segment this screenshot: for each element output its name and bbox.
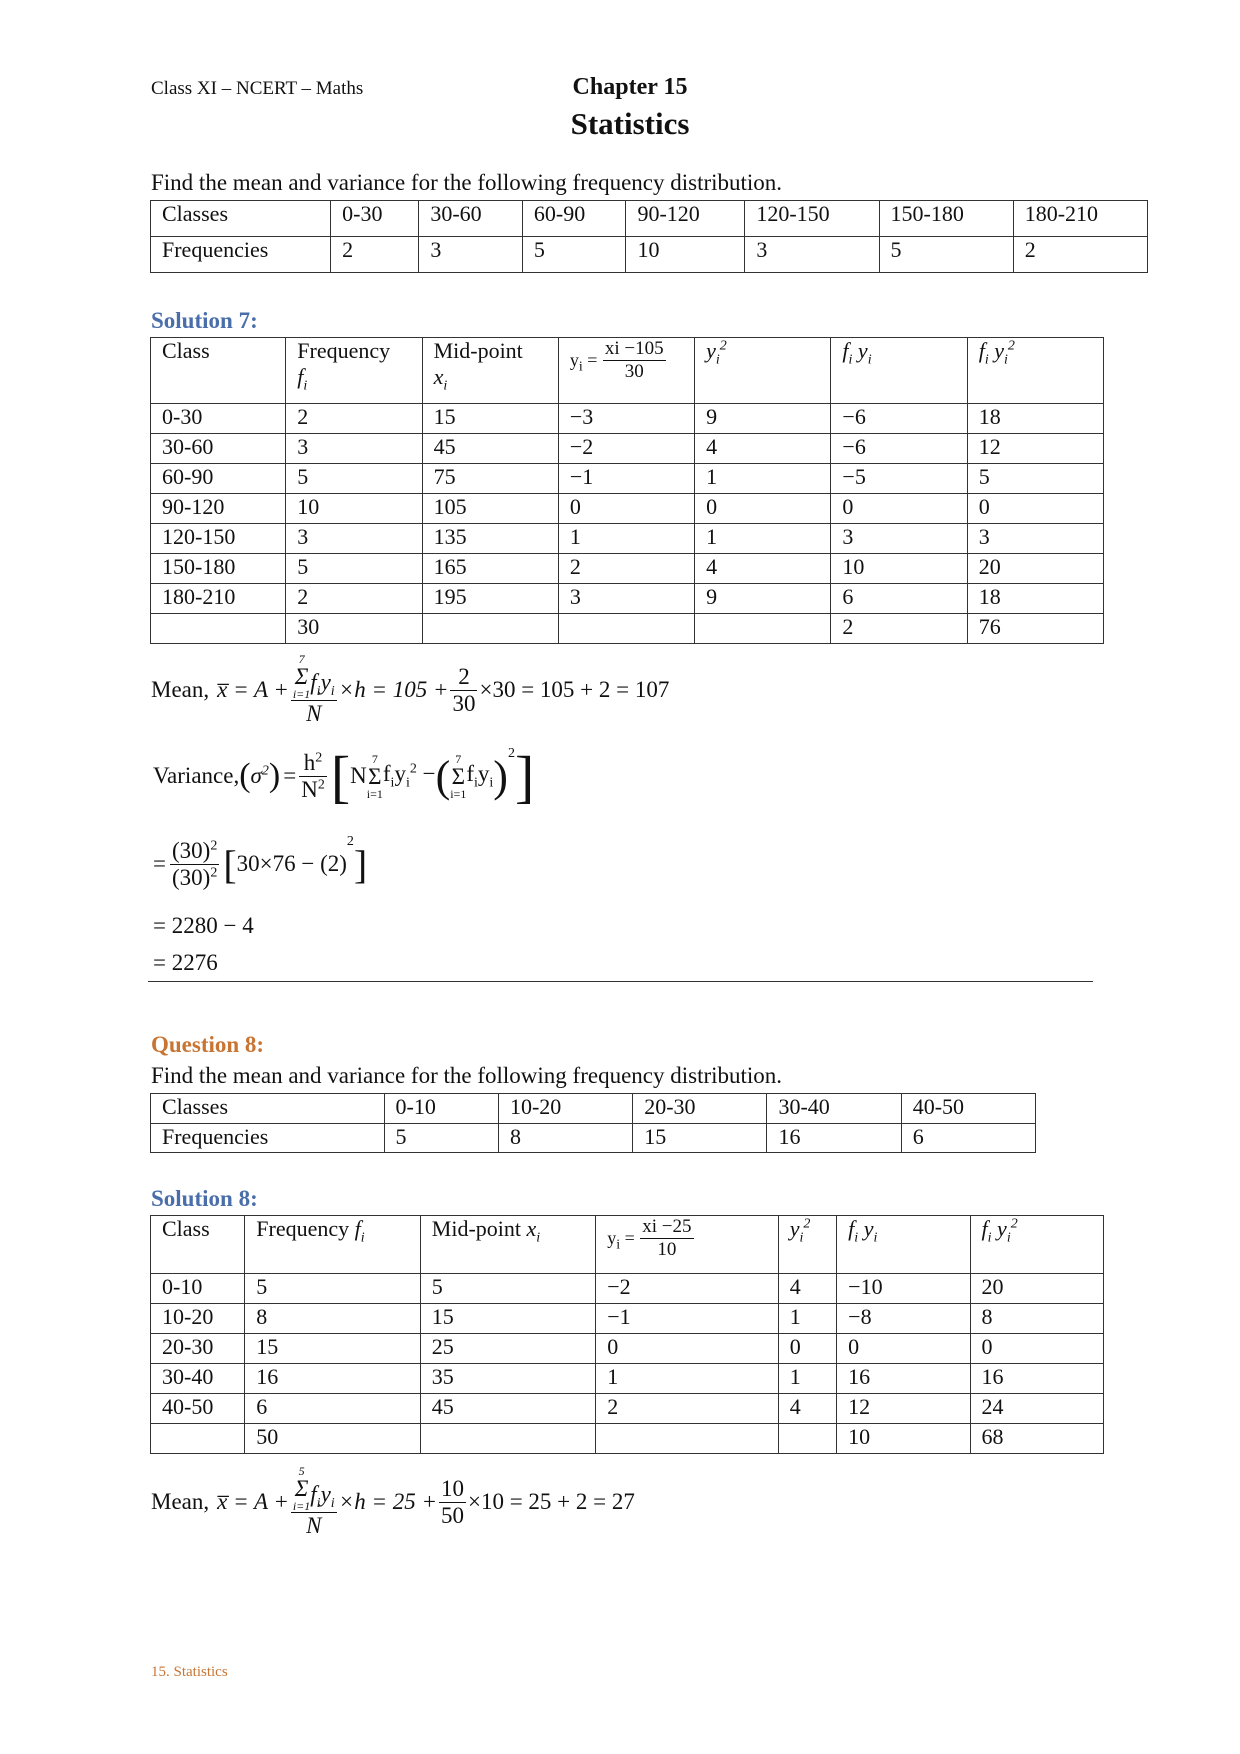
table-cell: 18	[967, 404, 1103, 434]
table-header-row	[151, 1216, 1104, 1274]
table-cell: 9	[695, 404, 831, 434]
table-cell: 2	[831, 614, 967, 644]
header-frequency-label: Frequency	[256, 1216, 350, 1241]
table-cell: 35	[420, 1364, 595, 1394]
mean-formula-8: Mean, x̅ = A + 5 Σ i=1 $f_iy_i$ N ×h = 25 + $\frac{10}{50}$ ×10 = 25 + 2 = 27	[151, 1464, 635, 1538]
sum-upper-limit: 7	[298, 652, 305, 666]
var-sum2-upper: 7	[455, 751, 462, 766]
y-formula-denominator: 30	[624, 361, 644, 382]
var-sum2-lower: i=1	[450, 786, 467, 801]
variance-step-3: = 2276	[153, 950, 218, 975]
var-sum-upper: 7	[371, 751, 378, 766]
table-cell: 0	[831, 494, 967, 524]
table-cell: 20	[967, 554, 1103, 584]
table-cell: 30	[286, 614, 422, 644]
var-sum-lower: i=1	[366, 786, 383, 801]
table-cell: 180-210	[151, 584, 286, 614]
table-cell: −6	[831, 404, 967, 434]
table-cell: −5	[831, 464, 967, 494]
table-cell	[420, 1424, 595, 1454]
table-cell: 15	[422, 404, 558, 434]
y-formula-numerator: xi −105	[604, 338, 664, 359]
table-cell: −8	[837, 1304, 970, 1334]
table-cell: 10	[286, 494, 422, 524]
table-cell	[695, 614, 831, 644]
header-f-y: $f_i$ $y_i$	[837, 1216, 970, 1274]
table-cell: 90-120	[626, 201, 745, 237]
table-cell: 60-90	[522, 201, 626, 237]
f-i-symbol: $f_i$	[354, 1216, 365, 1246]
table-cell: 2	[286, 584, 422, 614]
mean-rest: ×h = 25 +	[338, 1489, 437, 1514]
y-formula-denominator: 10	[657, 1239, 677, 1260]
table-cell: 9	[695, 584, 831, 614]
table-cell: 5	[286, 554, 422, 584]
table-cell: 0	[558, 494, 694, 524]
table-cell: 4	[778, 1394, 836, 1424]
table-row	[151, 524, 1104, 554]
table-cell: 16	[767, 1123, 901, 1153]
solution-7-heading: Solution 7:	[151, 308, 258, 333]
table-cell: 12	[967, 434, 1103, 464]
table-cell: 68	[970, 1424, 1103, 1454]
table-cell: Frequencies	[151, 1123, 385, 1153]
table-cell: −1	[558, 464, 694, 494]
table-cell: 5	[245, 1274, 420, 1304]
table-cell: 18	[967, 584, 1103, 614]
table-cell: 16	[245, 1364, 420, 1394]
table-cell: 45	[422, 434, 558, 464]
mean-label: Mean,	[151, 677, 210, 702]
table-cell: 0	[778, 1334, 836, 1364]
f-i-symbol: $f_i$	[297, 364, 308, 394]
q7-table	[150, 200, 1148, 273]
header-subject: Class XI – NCERT – Maths	[151, 78, 364, 99]
header-midpoint	[420, 1216, 595, 1274]
table-row	[151, 554, 1104, 584]
y-formula-numerator: xi −25	[642, 1216, 692, 1237]
table-cell: −3	[558, 404, 694, 434]
table-row	[151, 1394, 1104, 1424]
table-cell: 2	[331, 237, 419, 273]
variance-step-2: = 2280 − 4	[153, 913, 254, 938]
table-cell: 90-120	[151, 494, 286, 524]
table-row	[151, 464, 1104, 494]
table-cell: 1	[558, 524, 694, 554]
table-cell: 0	[970, 1334, 1103, 1364]
table-cell: 15	[420, 1304, 595, 1334]
table-cell: −10	[837, 1274, 970, 1304]
table-row	[151, 1094, 1036, 1124]
question-8-heading: Question 8:	[151, 1032, 265, 1057]
header-y-squared: $y_i^2$	[778, 1216, 836, 1274]
totals-row	[151, 614, 1104, 644]
header-y-formula: $y_i$ = $\frac{xi -105}{30}$	[558, 338, 694, 404]
mean-frac-num: 10	[440, 1475, 464, 1501]
mean-result: ×10 = 25 + 2 = 27	[467, 1489, 635, 1514]
table-cell: 0-10	[384, 1094, 498, 1124]
table-cell: Classes	[151, 201, 331, 237]
sum-lower-limit: i=1	[292, 687, 311, 701]
variance-formula: Variance, ( $\sigma^2$ ) = $\frac{h^2}{N^2}$ [ N 7 Σ i=1 $f_iy_i^2$ − ( 7 Σ i=1 $f_iy_i$ ) $^2$ ]	[153, 743, 535, 809]
mean-frac-den: 50	[440, 1502, 464, 1528]
table-cell: 20-30	[633, 1094, 767, 1124]
table-cell: 2	[558, 554, 694, 584]
table-cell: 0	[967, 494, 1103, 524]
table-cell: 45	[420, 1394, 595, 1424]
table-cell: 2	[1013, 237, 1147, 273]
table-cell	[151, 1424, 245, 1454]
q8-prompt: Find the mean and variance for the following frequency distribution.	[151, 1063, 783, 1088]
mean-formula-7: Mean, x̅ = A + 7 Σ i=1 $f_iy_i$ N ×h = 105 + $\frac{2}{30}$ ×30 = 105 + 2 = 107	[151, 652, 670, 726]
table-cell: 5	[522, 237, 626, 273]
mean-frac-den: 30	[452, 690, 476, 716]
chapter-label: Chapter 15	[572, 74, 688, 100]
table-cell: 135	[422, 524, 558, 554]
table-cell	[422, 614, 558, 644]
header-y-squared: $y_i^2$	[695, 338, 831, 404]
header-class: Class	[151, 1216, 245, 1274]
table-cell: 30-60	[151, 434, 286, 464]
table-cell: 1	[695, 464, 831, 494]
section-divider	[148, 981, 1093, 982]
q7-prompt: Find the mean and variance for the following frequency distribution.	[151, 170, 783, 195]
table-cell: 5	[967, 464, 1103, 494]
table-cell: 8	[245, 1304, 420, 1334]
table-cell: 5	[420, 1274, 595, 1304]
step1-numerator: (30)	[171, 837, 211, 863]
table-cell: 40-50	[151, 1394, 245, 1424]
table-cell: 0-10	[151, 1274, 245, 1304]
mean-result: ×30 = 105 + 2 = 107	[479, 677, 670, 702]
sum-upper-limit: 5	[298, 1464, 305, 1478]
table-cell: 1	[695, 524, 831, 554]
mean-label: Mean,	[151, 1489, 210, 1514]
table-cell: 120-150	[151, 524, 286, 554]
table-cell: 0	[596, 1334, 778, 1364]
table-cell: 76	[967, 614, 1103, 644]
solution-8-heading: Solution 8:	[151, 1186, 258, 1211]
table-cell: 1	[596, 1364, 778, 1394]
solution-7-table	[150, 337, 1104, 644]
table-cell: 50	[245, 1424, 420, 1454]
table-cell: 25	[420, 1334, 595, 1364]
table-row	[151, 434, 1104, 464]
table-row	[151, 1364, 1104, 1394]
table-cell: 8	[498, 1123, 632, 1153]
table-cell: 4	[695, 434, 831, 464]
table-cell: 15	[633, 1123, 767, 1153]
table-row	[151, 1334, 1104, 1364]
table-row	[151, 404, 1104, 434]
table-cell: 165	[422, 554, 558, 584]
table-cell: 40-50	[901, 1094, 1035, 1124]
table-cell: 3	[286, 434, 422, 464]
page-title: Statistics	[570, 106, 690, 141]
header-midpoint	[422, 338, 558, 404]
table-cell: −2	[558, 434, 694, 464]
header-f-y-squared: $f_i$ $y_i^2$	[970, 1216, 1103, 1274]
header-frequency	[245, 1216, 420, 1274]
table-cell	[778, 1424, 836, 1454]
table-cell: 20-30	[151, 1334, 245, 1364]
footer: 15. Statistics	[151, 1664, 228, 1680]
table-cell: 120-150	[745, 201, 879, 237]
table-cell: Frequencies	[151, 237, 331, 273]
variance-label: Variance,	[153, 763, 240, 788]
table-cell: 30-40	[151, 1364, 245, 1394]
table-cell: 3	[558, 584, 694, 614]
table-cell: 16	[837, 1364, 970, 1394]
table-cell: 30-60	[419, 201, 523, 237]
header-f-y-squared: $f_i$ $y_i^2$	[967, 338, 1103, 404]
table-row	[151, 584, 1104, 614]
x-i-symbol: $x_i$	[433, 364, 448, 394]
table-cell: 5	[286, 464, 422, 494]
table-cell: 3	[967, 524, 1103, 554]
table-cell: 2	[286, 404, 422, 434]
totals-row	[151, 1424, 1104, 1454]
table-cell: 3	[419, 237, 523, 273]
table-cell: 6	[831, 584, 967, 614]
table-cell: 60-90	[151, 464, 286, 494]
header-midpoint-label: Mid-point	[431, 1216, 521, 1241]
table-cell: 10	[626, 237, 745, 273]
table-cell: 0	[695, 494, 831, 524]
table-cell: 24	[970, 1394, 1103, 1424]
variance-step-1: = $\frac{(30)^2}{(30)^2}$ [ 30×76 − (2) 2 ]	[153, 834, 368, 890]
table-cell: 3	[286, 524, 422, 554]
table-cell: 1	[778, 1304, 836, 1334]
table-cell: 30-40	[767, 1094, 901, 1124]
table-row	[151, 237, 1148, 273]
table-cell: 10	[831, 554, 967, 584]
table-cell: 180-210	[1013, 201, 1147, 237]
table-cell: 4	[695, 554, 831, 584]
table-cell: 12	[837, 1394, 970, 1424]
table-cell: 75	[422, 464, 558, 494]
table-cell: 10-20	[151, 1304, 245, 1334]
table-row	[151, 1304, 1104, 1334]
header-frequency-label: Frequency	[297, 338, 391, 363]
table-cell: 8	[970, 1304, 1103, 1334]
table-cell	[558, 614, 694, 644]
header-y-formula: $y_i$ = $\frac{xi -25}{10}$	[596, 1216, 778, 1274]
table-cell: 150-180	[879, 201, 1013, 237]
table-row	[151, 201, 1148, 237]
table-cell: 0	[837, 1334, 970, 1364]
table-cell: 105	[422, 494, 558, 524]
table-cell: −2	[596, 1274, 778, 1304]
table-row	[151, 494, 1104, 524]
mean-frac-num: 2	[450, 664, 477, 691]
table-cell: 3	[831, 524, 967, 554]
header-f-y: $f_i$ $y_i$	[831, 338, 967, 404]
table-cell: 16	[970, 1364, 1103, 1394]
table-cell: 10-20	[498, 1094, 632, 1124]
table-cell: 6	[245, 1394, 420, 1424]
sum-lower-limit: i=1	[292, 1499, 311, 1513]
mean-rest: ×h = 105 +	[338, 677, 449, 702]
table-cell: 20	[970, 1274, 1103, 1304]
table-cell: 5	[384, 1123, 498, 1153]
x-i-symbol: $x_i$	[526, 1216, 541, 1246]
table-cell	[596, 1424, 778, 1454]
table-header-row	[151, 338, 1104, 404]
step1-bracket: 30×76 − (2)	[236, 851, 347, 876]
table-cell: 5	[879, 237, 1013, 273]
table-cell: Classes	[151, 1094, 385, 1124]
table-cell: 0-30	[151, 404, 286, 434]
table-cell: −1	[596, 1304, 778, 1334]
header-frequency	[286, 338, 422, 404]
table-cell: 150-180	[151, 554, 286, 584]
table-cell: 2	[596, 1394, 778, 1424]
header-class: Class	[151, 338, 286, 404]
table-cell: 1	[778, 1364, 836, 1394]
header-midpoint-label: Mid-point	[433, 338, 523, 363]
table-cell: 10	[837, 1424, 970, 1454]
table-row	[151, 1274, 1104, 1304]
q8-table	[150, 1093, 1036, 1153]
table-cell: 4	[778, 1274, 836, 1304]
table-row	[151, 1123, 1036, 1153]
table-cell: −6	[831, 434, 967, 464]
solution-8-table	[150, 1215, 1104, 1454]
table-cell: 0-30	[331, 201, 419, 237]
table-cell: 6	[901, 1123, 1035, 1153]
step1-denominator: (30)	[171, 864, 211, 890]
table-cell: 195	[422, 584, 558, 614]
table-cell: 3	[745, 237, 879, 273]
table-cell: 15	[245, 1334, 420, 1364]
table-cell	[151, 614, 286, 644]
